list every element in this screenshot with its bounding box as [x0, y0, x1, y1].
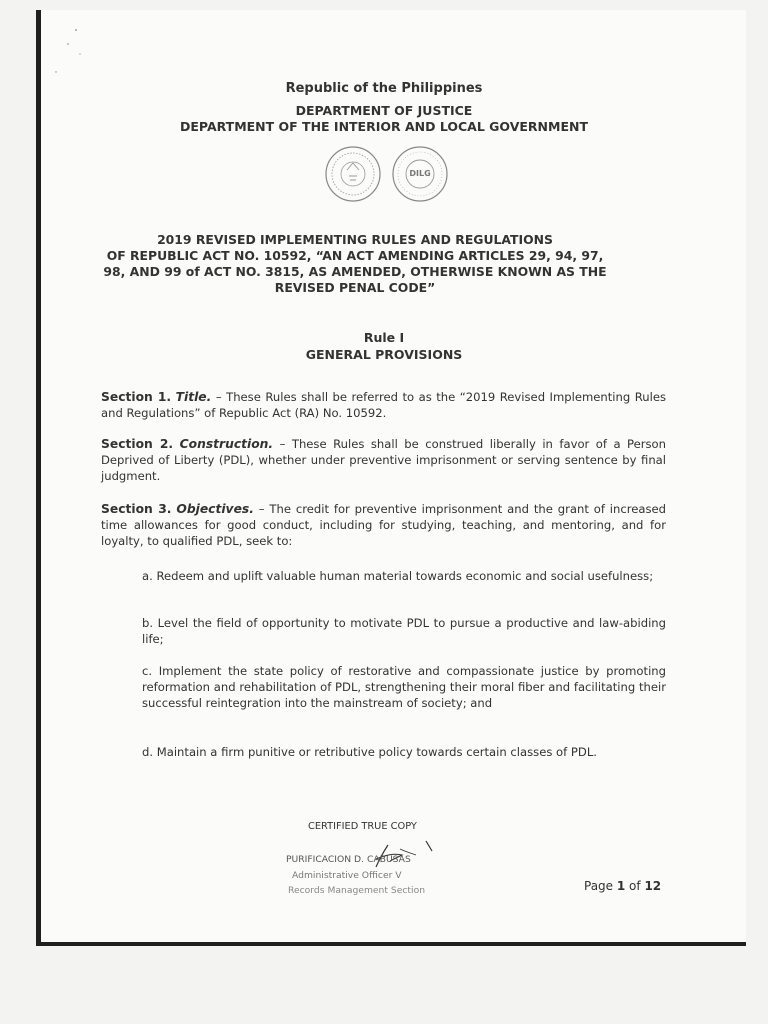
section-keyword: Objectives.: [176, 502, 254, 516]
section-keyword: Construction.: [179, 437, 274, 451]
objective-c: c. Implement the state policy of restorative and compassionate justice by promoting reformation and rehabilitation of PDL, strengthening their moral fiber and facilitating their successful reintegration into the mainstream of society; and: [142, 664, 666, 710]
section-label: Section 1.: [101, 390, 172, 404]
certifier-section: Records Management Section: [288, 885, 426, 896]
rule-name: GENERAL PROVISIONS: [305, 347, 463, 362]
republic-heading: Republic of the Philippines: [285, 81, 483, 96]
title-line-1: 2019 REVISED IMPLEMENTING RULES AND REGULATIONS: [157, 232, 553, 247]
title-line-4: REVISED PENAL CODE”: [274, 280, 436, 295]
page-of: of: [625, 879, 645, 893]
title-line-2: OF REPUBLIC ACT NO. 10592, “AN ACT AMENDING ARTICLES 29, 94, 97,: [106, 248, 604, 263]
section-label: Section 3.: [101, 502, 172, 516]
objective-b: b. Level the field of opportunity to motivate PDL to pursue a productive and law-abiding life;: [142, 616, 666, 646]
section-text: – The credit for preventive imprisonment and the grant of increased time allowances for good conduct, including for studying, teaching, and mentoring, and for loyalty, to qualified PDL, seek to:: [101, 502, 667, 548]
section-label: Section 2.: [101, 437, 174, 451]
certified-true-copy: CERTIFIED TRUE COPY: [308, 821, 417, 832]
page-current: 1: [616, 879, 626, 893]
dilg-seal-label: DILG: [409, 169, 431, 178]
page-total: 12: [644, 879, 662, 893]
scan-specks: [46, 20, 106, 80]
page-prefix: Page: [584, 879, 617, 893]
section-keyword: Title.: [175, 390, 212, 404]
document-title: [90, 232, 620, 296]
section-2: [101, 436, 666, 484]
signature-mark: [330, 825, 450, 875]
page-number: [584, 879, 661, 893]
rule-number: Rule I: [363, 330, 405, 345]
certifier-position: Administrative Officer V: [292, 870, 402, 881]
objective-a: a. Redeem and uplift valuable human material towards economic and social usefulness;: [142, 569, 654, 583]
objective-d: d. Maintain a firm punitive or retributive policy towards certain classes of PDL.: [142, 745, 597, 759]
certifier-name: PURIFICACION D. CABUSAS: [286, 854, 411, 865]
section-1: [101, 389, 666, 421]
section-text: – These Rules shall be referred to as the “2019 Revised Implementing Rules and Regulations” of Republic Act (RA) No. 10592.: [101, 390, 666, 420]
section-text: – These Rules shall be construed liberally in favor of a Person Deprived of Liberty (PDL), whether under preventive imprisonment or serving sentence by final judgment.: [101, 437, 667, 483]
title-line-3: 98, AND 99 of ACT NO. 3815, AS AMENDED, OTHERWISE KNOWN AS THE: [103, 264, 607, 279]
dilg-heading: DEPARTMENT OF THE INTERIOR AND LOCAL GOVERNMENT: [180, 119, 588, 134]
agency-seals: [316, 143, 456, 205]
doj-heading: DEPARTMENT OF JUSTICE: [295, 103, 473, 118]
section-3: [101, 501, 666, 549]
doj-seal-icon: [326, 147, 380, 201]
